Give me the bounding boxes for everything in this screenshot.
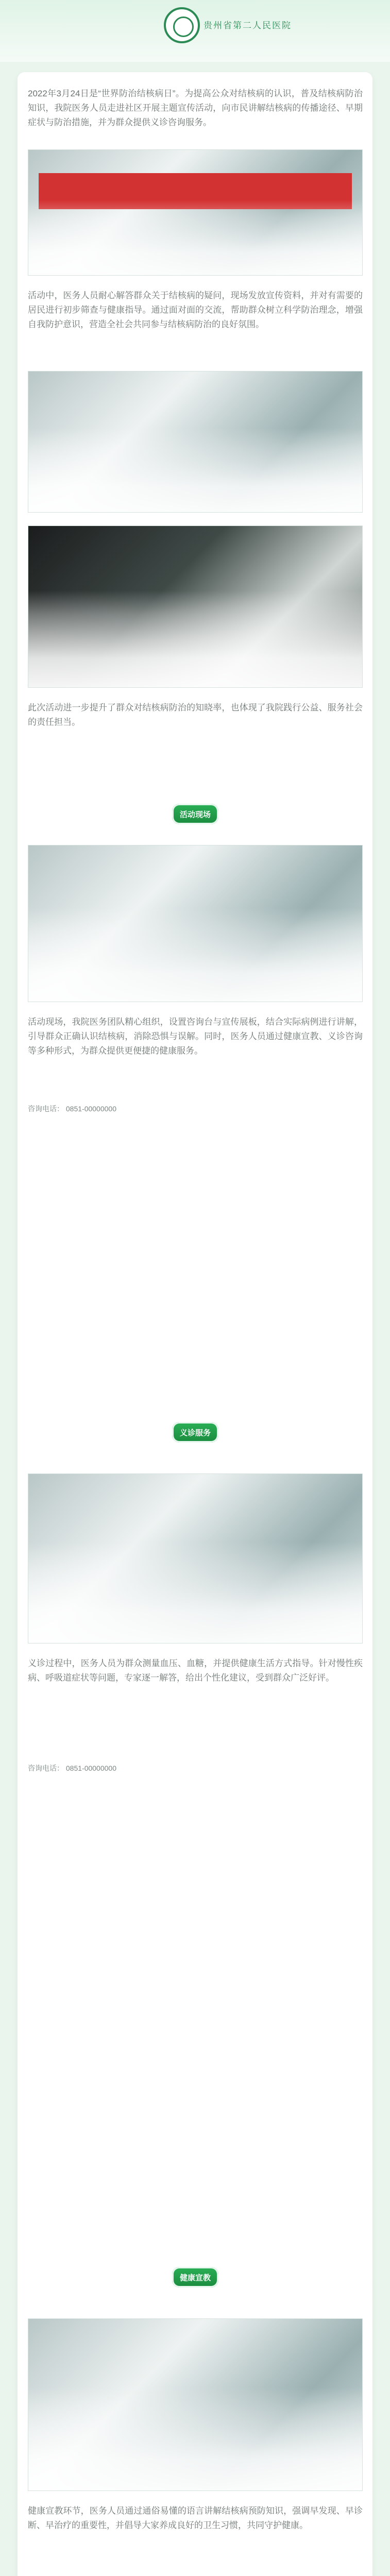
photo-overlay [28,2387,362,2490]
photo-overlay [28,200,362,275]
section-badge-label: 健康宣教 [179,2274,211,2282]
intro-paragraph-3: 此次活动进一步提升了群众对结核病防治的知晓率，也体现了我院践行公益、服务社会的责任担当。 [28,703,363,727]
contact-value: 0851-00000000 [65,1764,116,1772]
contact-label: 咨询电话： [28,1105,64,1113]
photo-1 [28,149,363,276]
section-badge [172,804,218,824]
section-badge [172,2267,218,2287]
photo-overlay [28,590,362,687]
section-paragraph: 义诊过程中，医务人员为群众测量血压、血糖，并提供健康生活方式指导。针对慢性疾病、呼吸道症状等问题，专家逐一解答，给出个性化建议，受到群众广泛好评。 [28,1658,363,1683]
section-photo [28,845,363,1002]
brand-text: 贵州省第二人民医院 [204,21,292,30]
intro-paragraph-1: 2022年3月24日是“世界防治结核病日”。为提高公众对结核病的认识，普及结核病防治知识，我院医务人员走进社区开展主题宣传活动，向市民讲解结核病的传播途径、早期症状与防治措施，并为群众提供义诊咨询服务。 [28,89,363,127]
photo-overlay [28,908,362,1002]
photo-2 [28,371,363,513]
section-photo [28,1473,363,1643]
section-paragraph: 健康宣教环节，医务人员通过通俗易懂的语言讲解结核病预防知识，强调早发现、早诊断、早治疗的重要性，并倡导大家养成良好的卫生习惯，共同守护健康。 [28,2506,363,2530]
photo-overlay [28,1541,362,1643]
intro-paragraph-2: 活动中，医务人员耐心解答群众关于结核病的疑问，现场发放宣传资料，并对有需要的居民进行初步筛查与健康指导。通过面对面的交流，帮助群众树立科学防治理念，增强自我防护意识，营造全社会共同参与结核病防治的良好氛围。 [28,291,363,329]
header [0,0,390,62]
hospital-logo-icon [164,7,200,43]
photo-overlay [28,428,362,512]
photo-3 [28,526,363,688]
section-photo [28,2318,363,2491]
section-badge-label: 活动现场 [179,810,211,819]
section-badge-label: 义诊服务 [179,1429,211,1437]
section-paragraph: 活动现场，我院医务团队精心组织，设置咨询台与宣传展板，结合实际病例进行讲解，引导群众正确认识结核病，消除恐惧与误解。同时，医务人员通过健康宣教、义诊咨询等多种形式，为群众提供更便捷的健康服务。 [28,1017,363,1056]
contact [28,1103,363,1115]
section-badge [172,1422,218,1443]
contact-value: 0851-00000000 [65,1105,116,1113]
contact [28,1762,363,1774]
contact-label: 咨询电话： [28,1764,64,1772]
